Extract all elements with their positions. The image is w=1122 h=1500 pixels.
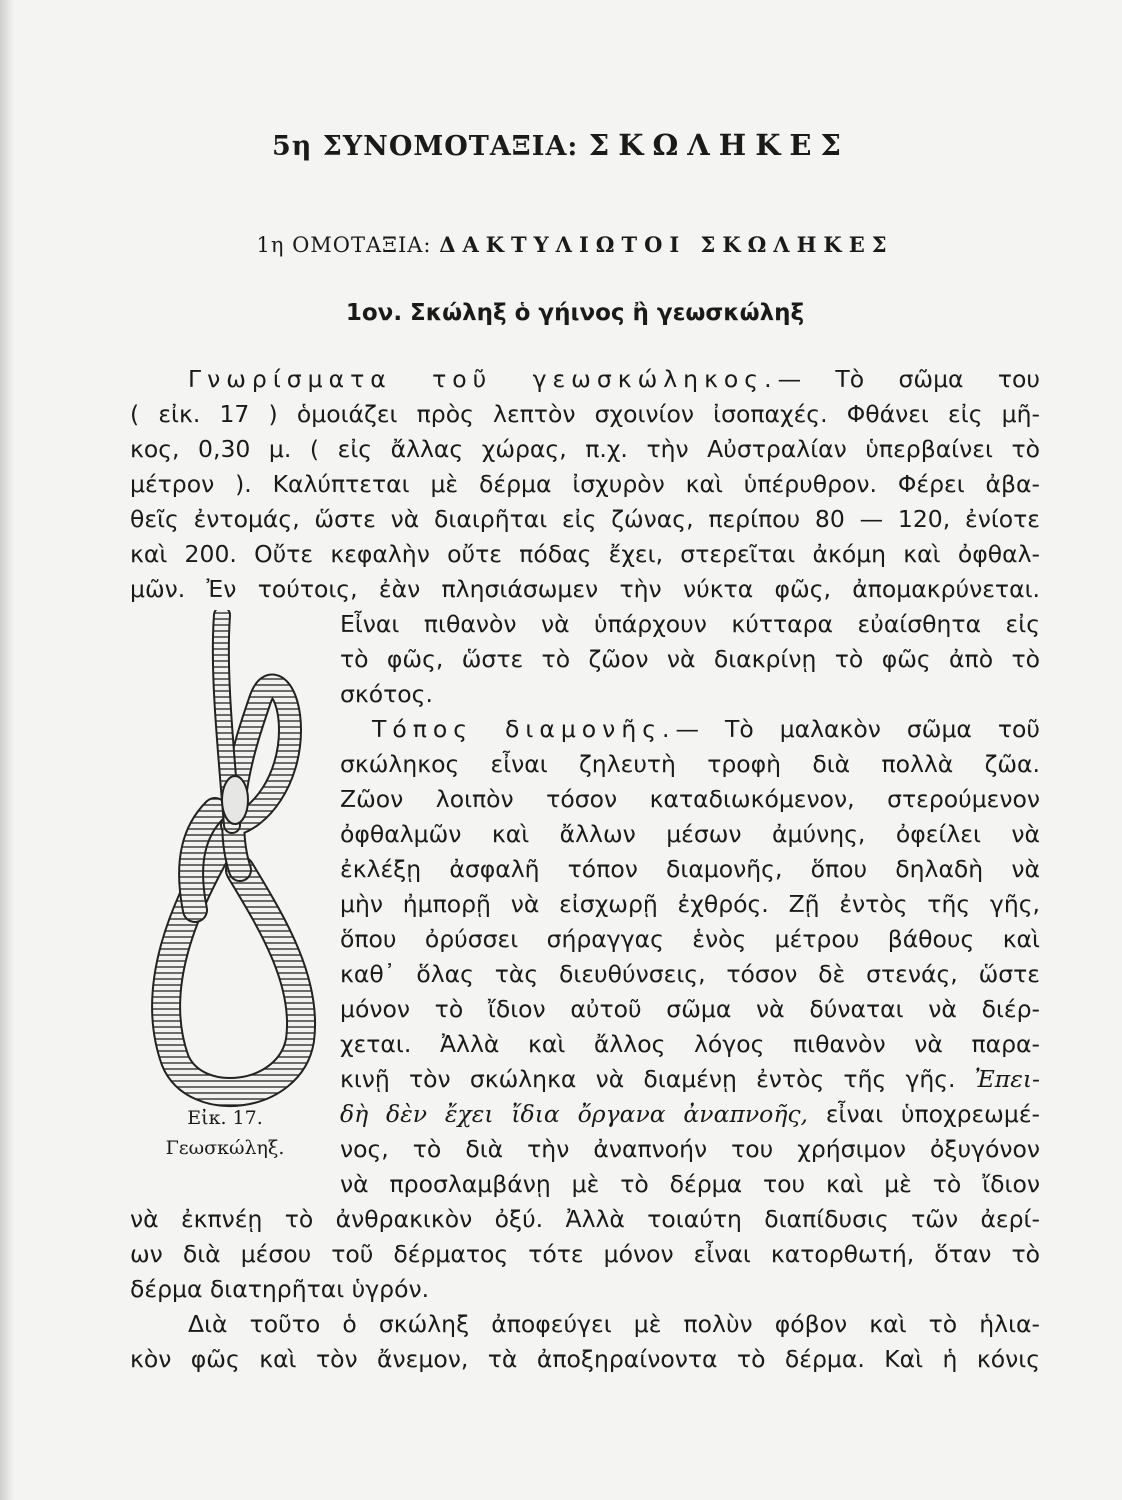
text-line: μὴν ἠμπορῇ νὰ εἰσχωρῇ ἐχθρός. Ζῇ ἐντὸς τῆς γῆς, [340,890,1040,918]
phylum-heading [0,128,1122,162]
text-line: σκότος. [340,680,433,708]
text-line: μῶν. Ἐν τούτοις, ἐὰν πλησιάσωμεν τὴν νύκτα φῶς, ἀπομακρύνεται. [130,575,1040,603]
text-line: Εἶναι πιθανὸν νὰ ὑπάρχουν κύτταρα εὐαίσθητα εἰς [340,610,1040,638]
class-prefix: 1η ΟΜΟΤΑΞΙΑ: [256,233,432,257]
phylum-name: ΣΚΩΛΗΚΕΣ [588,128,851,162]
text-line: καθ᾽ ὅλας τὰς διευθύνσεις, τόσον δὲ στενάς, ὥστε [340,960,1040,988]
paragraph-lead: Γνωρίσματα τοῦ γεωσκώληκος. [188,365,778,393]
text-line: νὰ ἐκπνέῃ τὸ ἀνθρακικὸν ὀξύ. Ἀλλὰ τοιαύτη διαπίδυσις τῶν ἀερί- [130,1205,1040,1233]
text-line: σκώληκος εἶναι ζηλευτὴ τροφὴ διὰ πολλὰ ζῶα. [340,750,1040,778]
text-line: νὰ προσλαμβάνῃ μὲ τὸ δέρμα του καὶ μὲ τὸ ἴδιον [340,1170,1040,1198]
text-line: δέρμα διατηρῆται ὑγρόν. [130,1275,430,1303]
text-line: Διὰ τοῦτο ὁ σκώληξ ἀποφεύγει μὲ πολὺν φόβον καὶ τὸ ἡλια- [188,1310,1040,1338]
text-line: τὸ φῶς, ὥστε τὸ ζῶον νὰ διακρίνῃ τὸ φῶς ἀπὸ τὸ [340,645,1040,673]
text-line: ( εἰκ. 17 ) ὁμοιάζει πρὸς λεπτὸν σχοινίον ἰσοπαχές. Φθάνει εἰς μῆ- [130,400,1040,428]
text-line: μόνον τὸ ἴδιον αὐτοῦ σῶμα νὰ δύναται νὰ διέρ- [340,995,1040,1023]
text-line: ὀφθαλμῶν καὶ ἄλλων μέσων ἀμύνης, ὀφείλει νὰ [340,820,1040,848]
text-line: κος, 0,30 μ. ( εἰς ἄλλας χώρας, π.χ. τὴν Αὐστραλίαν ὑπερβαίνει τὸ [130,435,1040,463]
italic-text: Ἐπει- [974,1065,1040,1093]
text-line: χεται. Ἀλλὰ καὶ ἄλλος λόγος πιθανὸν νὰ παρα- [340,1030,1040,1058]
earthworm-illustration [140,610,320,1110]
text-line: Γνωρίσματα τοῦ γεωσκώληκος.— Τὸ σῶμα του [188,365,1041,393]
figure-caption-label: Γεωσκώληξ. [165,1137,285,1159]
text-line: κινῇ τὸν σκώληκα νὰ διαμένῃ ἐντὸς τῆς γῆς. Ἐπει- [340,1065,1040,1093]
text-line: νος, τὸ διὰ τὴν ἀναπνοήν του χρήσιμον ὀξυγόνον [340,1135,1040,1163]
text-line: ὅπου ὀρύσσει σήραγγας ἑνὸς μέτρου βάθους καὶ [340,925,1040,953]
text-line: δὴ δὲν ἔχει ἴδια ὄργανα ἀναπνοῆς, εἶναι ὑποχρεωμέ- [340,1100,1040,1128]
text-line: θεῖς ἐντομάς, ὥστε νὰ διαιρῆται εἰς ζώνας, περίπου 80 — 120, ἐνίοτε [130,505,1040,533]
text-line: Τόπος διαμονῆς.— Τὸ μαλακὸν σῶμα τοῦ [372,715,1040,743]
text-line: μέτρον ). Καλύπτεται μὲ δέρμα ἰσχυρὸν καὶ ὑπέρυθρον. Φέρει ἀβα- [130,470,1040,498]
text-line: καὶ 200. Οὔτε κεφαλὴν οὔτε πόδας ἔχει, στερεῖται ἀκόμη καὶ ὀφθαλ- [130,540,1040,568]
figure-caption-number: Εἰκ. 17. [187,1107,263,1129]
class-name: ΔΑΚΤΥΛΙΩΤΟΙ ΣΚΩΛΗΚΕΣ [439,232,894,257]
italic-text: δὴ δὲν ἔχει ἴδια ὄργανα ἀναπνοῆς, [340,1100,809,1128]
text-line: ων διὰ μέσου τοῦ δέρματος τότε μόνον εἶναι κατορθωτή, ὅταν τὸ [130,1240,1040,1268]
text-line: ἐκλέξῃ ἀσφαλῆ τόπον διαμονῆς, ὅπου δηλαδὴ νὰ [340,855,1040,883]
text-line: Ζῶον λοιπὸν τόσον καταδιωκόμενον, στερούμενον [340,785,1040,813]
section-title: 1ον. Σκώληξ ὁ γήινος ἢ γεωσκώληξ [345,300,805,326]
class-heading [0,232,1122,257]
phylum-prefix: 5η ΣΥΝΟΜΟΤΑΞΙΑ: [271,131,579,162]
page-edge-shadow [0,0,14,1500]
paragraph-lead: Τόπος διαμονῆς. [372,715,676,743]
text-line: κὸν φῶς καὶ τὸν ἄνεμον, τὰ ἀποξηραίνοντα τὸ δέρμα. Καὶ ἡ κόνις [130,1345,1040,1373]
